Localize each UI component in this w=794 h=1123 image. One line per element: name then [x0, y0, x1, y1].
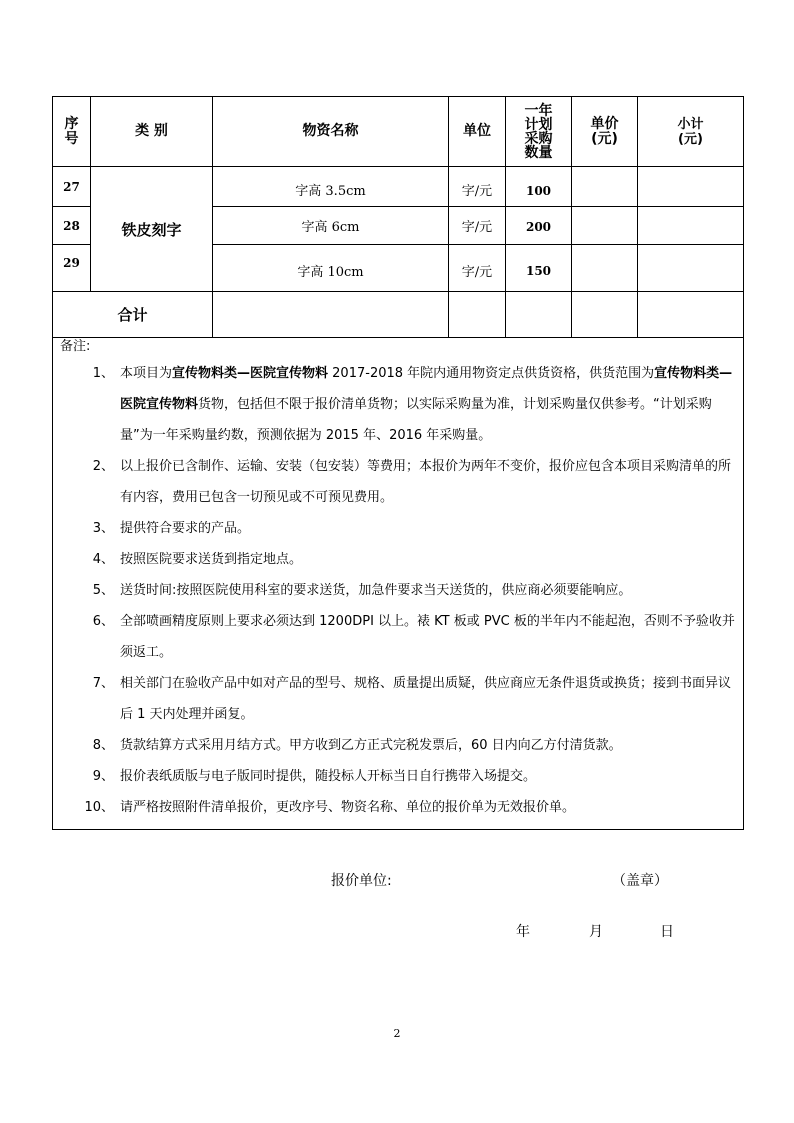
- note-text: 全部喷画精度原则上要求必须达到 1200DPI 以上。裱 KT 板或 PVC 板的半年内不能起泡，否则不予验收并须返工。: [120, 614, 735, 660]
- row-price-cell[interactable]: [572, 245, 638, 292]
- row-seq: 27: [53, 167, 91, 207]
- note-number: 9、: [92, 769, 114, 784]
- note-text: 提供符合要求的产品。: [120, 521, 251, 536]
- notes-title: 备注:: [60, 339, 91, 354]
- row-subtotal-cell[interactable]: [638, 207, 744, 245]
- note-item: [60, 575, 735, 606]
- note-item: [60, 668, 735, 730]
- seal-label: （盖章）: [612, 873, 668, 889]
- row-item-name: 字高 6cm: [213, 207, 449, 245]
- row-subtotal-cell[interactable]: [638, 245, 744, 292]
- notes-row: [53, 338, 744, 830]
- total-subtotal-cell[interactable]: [638, 292, 744, 338]
- note-number: 4、: [92, 552, 114, 567]
- note-number: 7、: [92, 676, 114, 691]
- note-number: 3、: [92, 521, 114, 536]
- note-item: [60, 451, 735, 513]
- table-row: [53, 167, 744, 207]
- row-price-cell[interactable]: [572, 207, 638, 245]
- quoting-unit-label: 报价单位:: [331, 873, 392, 889]
- note-item: [60, 606, 735, 668]
- note-number: 1、: [92, 366, 114, 381]
- notes-list: [60, 358, 735, 823]
- row-item-name: 字高 3.5cm: [213, 167, 449, 207]
- header-item-name: 物资名称: [213, 97, 449, 167]
- date-month-label: 月: [589, 924, 603, 940]
- note-text: 相关部门在验收产品中如对产品的型号、规格、质量提出质疑，供应商应无条件退货或换货；接到书面异议后 1 天内处理并函复。: [120, 676, 732, 722]
- note-text: 按照医院要求送货到指定地点。: [120, 552, 303, 567]
- row-unit: 字/元: [449, 167, 506, 207]
- row-price-cell[interactable]: [572, 167, 638, 207]
- row-seq: 28: [53, 207, 91, 245]
- note-emphasis: 宣传物料类—医院宣传物料: [172, 366, 329, 381]
- note-item: [60, 730, 735, 761]
- note-item: [60, 513, 735, 544]
- note-item: [60, 761, 735, 792]
- note-text: 报价表纸质版与电子版同时提供，随投标人开标当日自行携带入场提交。: [120, 769, 537, 784]
- header-row: [53, 97, 744, 167]
- note-text: 送货时间:按照医院使用科室的要求送货，加急件要求当天送货的，供应商必须要能响应。: [120, 583, 632, 598]
- note-item: [60, 792, 735, 823]
- note-number: 6、: [92, 614, 114, 629]
- page-number: 2: [393, 1027, 401, 1040]
- row-subtotal-cell[interactable]: [638, 167, 744, 207]
- total-price-cell[interactable]: [572, 292, 638, 338]
- row-qty: 200: [506, 207, 572, 245]
- row-qty: 100: [506, 167, 572, 207]
- note-item: [60, 358, 735, 451]
- row-seq: 29: [53, 245, 91, 292]
- note-text: 货物，包括但不限于报价清单货物；以实际采购量为准，计划采购量仅供参考。“计划采购量”为一年采购量约数，预测依据为 2015 年、2016 年采购量。: [120, 397, 712, 443]
- row-qty: 150: [506, 245, 572, 292]
- note-number: 10、: [84, 800, 114, 815]
- note-emphasis: 宣传物料类—医院宣传物料: [120, 366, 733, 412]
- note-item: [60, 544, 735, 575]
- header-unit-price: 单价 (元): [572, 97, 638, 167]
- category-cell: 铁皮刻字: [91, 167, 213, 292]
- header-planned-qty: 一年 计划 采购 数量: [506, 97, 572, 167]
- note-number: 2、: [92, 459, 114, 474]
- note-text: 货款结算方式采用月结方式。甲方收到乙方正式完税发票后，60 日内向乙方付清货款。: [120, 738, 622, 753]
- header-unit: 单位: [449, 97, 506, 167]
- note-text: 本项目为: [120, 366, 173, 381]
- total-unit-cell: [449, 292, 506, 338]
- total-name-cell: [213, 292, 449, 338]
- total-qty-cell: [506, 292, 572, 338]
- quotation-table: [52, 96, 744, 830]
- row-item-name: 字高 10cm: [213, 245, 449, 292]
- date-day-label: 日: [660, 924, 674, 940]
- row-unit: 字/元: [449, 207, 506, 245]
- header-seq: 序 号: [53, 97, 91, 167]
- date-year-label: 年: [516, 924, 530, 940]
- total-label: 合计: [53, 292, 213, 338]
- note-text: 请严格按照附件清单报价，更改序号、物资名称、单位的报价单为无效报价单。: [120, 800, 576, 815]
- note-text: 2017-2018 年院内通用物资定点供货资格，供货范围为: [328, 366, 655, 381]
- note-number: 5、: [92, 583, 114, 598]
- total-row: [53, 292, 744, 338]
- header-category: 类 别: [91, 97, 213, 167]
- row-unit: 字/元: [449, 245, 506, 292]
- notes-cell: [53, 338, 744, 830]
- note-text: 以上报价已含制作、运输、安装（包安装）等费用；本报价为两年不变价，报价应包含本项目采购清单的所有内容，费用已包含一切预见或不可预见费用。: [120, 459, 732, 505]
- header-subtotal: 小计 (元): [638, 97, 744, 167]
- note-number: 8、: [92, 738, 114, 753]
